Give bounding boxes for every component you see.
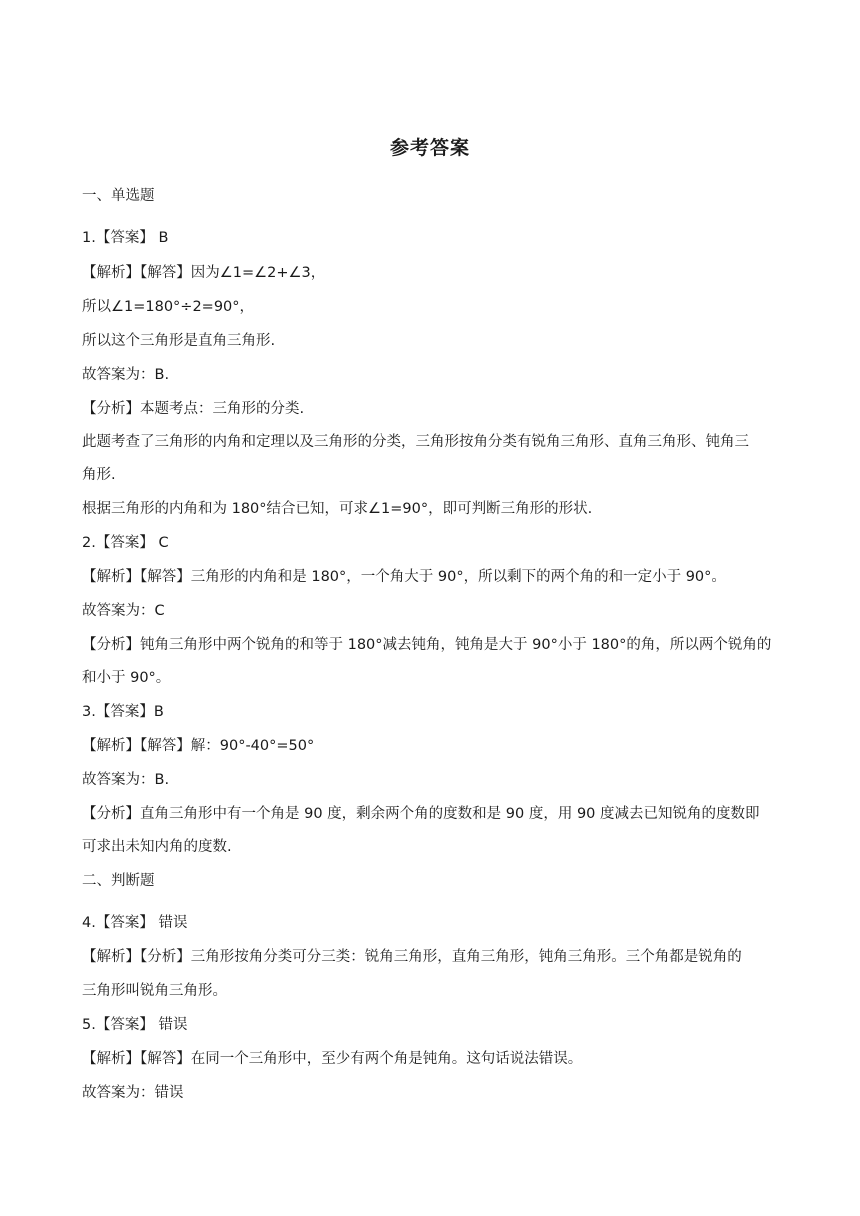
answer-line-q1: 1.【答案】 B (82, 230, 169, 246)
text-line: 故答案为：B. (82, 367, 170, 383)
text-line: 可求出未知内角的度数. (82, 839, 232, 855)
text-line: 所以∠1=180°÷2=90°， (82, 299, 255, 315)
text-line: 【解析】【分析】三角形按角分类可分三类：锐角三角形，直角三角形，钝角三角形。三个角都是锐角的 (82, 949, 742, 965)
text-line: 【解析】【解答】解：90°-40°=50° (82, 738, 315, 754)
text-line: 根据三角形的内角和为 180°结合已知，可求∠1=90°，即可判断三角形的形状. (82, 501, 593, 517)
answer-line-q2: 2.【答案】 C (82, 535, 169, 551)
text-line: 【分析】本题考点：三角形的分类. (82, 401, 305, 417)
section-heading-single-choice: 一、单选题 (82, 188, 155, 204)
answer-line-q4: 4.【答案】 错误 (82, 915, 188, 931)
page-title: 参考答案 (389, 137, 470, 159)
text-line: 【解析】【解答】因为∠1=∠2+∠3， (82, 265, 326, 281)
text-line: 故答案为：B. (82, 772, 170, 788)
answer-line-q5: 5.【答案】 错误 (82, 1017, 188, 1033)
text-line: 和小于 90°。 (82, 670, 171, 686)
text-line: 【解析】【解答】三角形的内角和是 180°，一个角大于 90°，所以剩下的两个角的和一定小于 90°。 (82, 569, 726, 585)
text-line: 【解析】【解答】在同一个三角形中，至少有两个角是钝角。这句话说法错误。 (82, 1051, 583, 1067)
text-line: 此题考查了三角形的内角和定理以及三角形的分类，三角形按角分类有锐角三角形、直角三角形、钝角三 (82, 434, 749, 450)
answer-line-q3: 3.【答案】B (82, 704, 164, 720)
text-line: 三角形叫锐角三角形。 (82, 983, 227, 999)
text-line: 故答案为：C (82, 603, 165, 619)
text-line: 故答案为：错误 (82, 1085, 184, 1101)
text-line: 【分析】钝角三角形中两个锐角的和等于 180°减去钝角，钝角是大于 90°小于 180°的角，所以两个锐角的 (82, 637, 772, 653)
section-heading-true-false: 二、判断题 (82, 873, 155, 889)
text-line: 角形. (82, 467, 116, 483)
text-line: 所以这个三角形是直角三角形. (82, 333, 276, 349)
text-line: 【分析】直角三角形中有一个角是 90 度，剩余两个角的度数和是 90 度，用 90 度减去已知锐角的度数即 (82, 806, 760, 822)
